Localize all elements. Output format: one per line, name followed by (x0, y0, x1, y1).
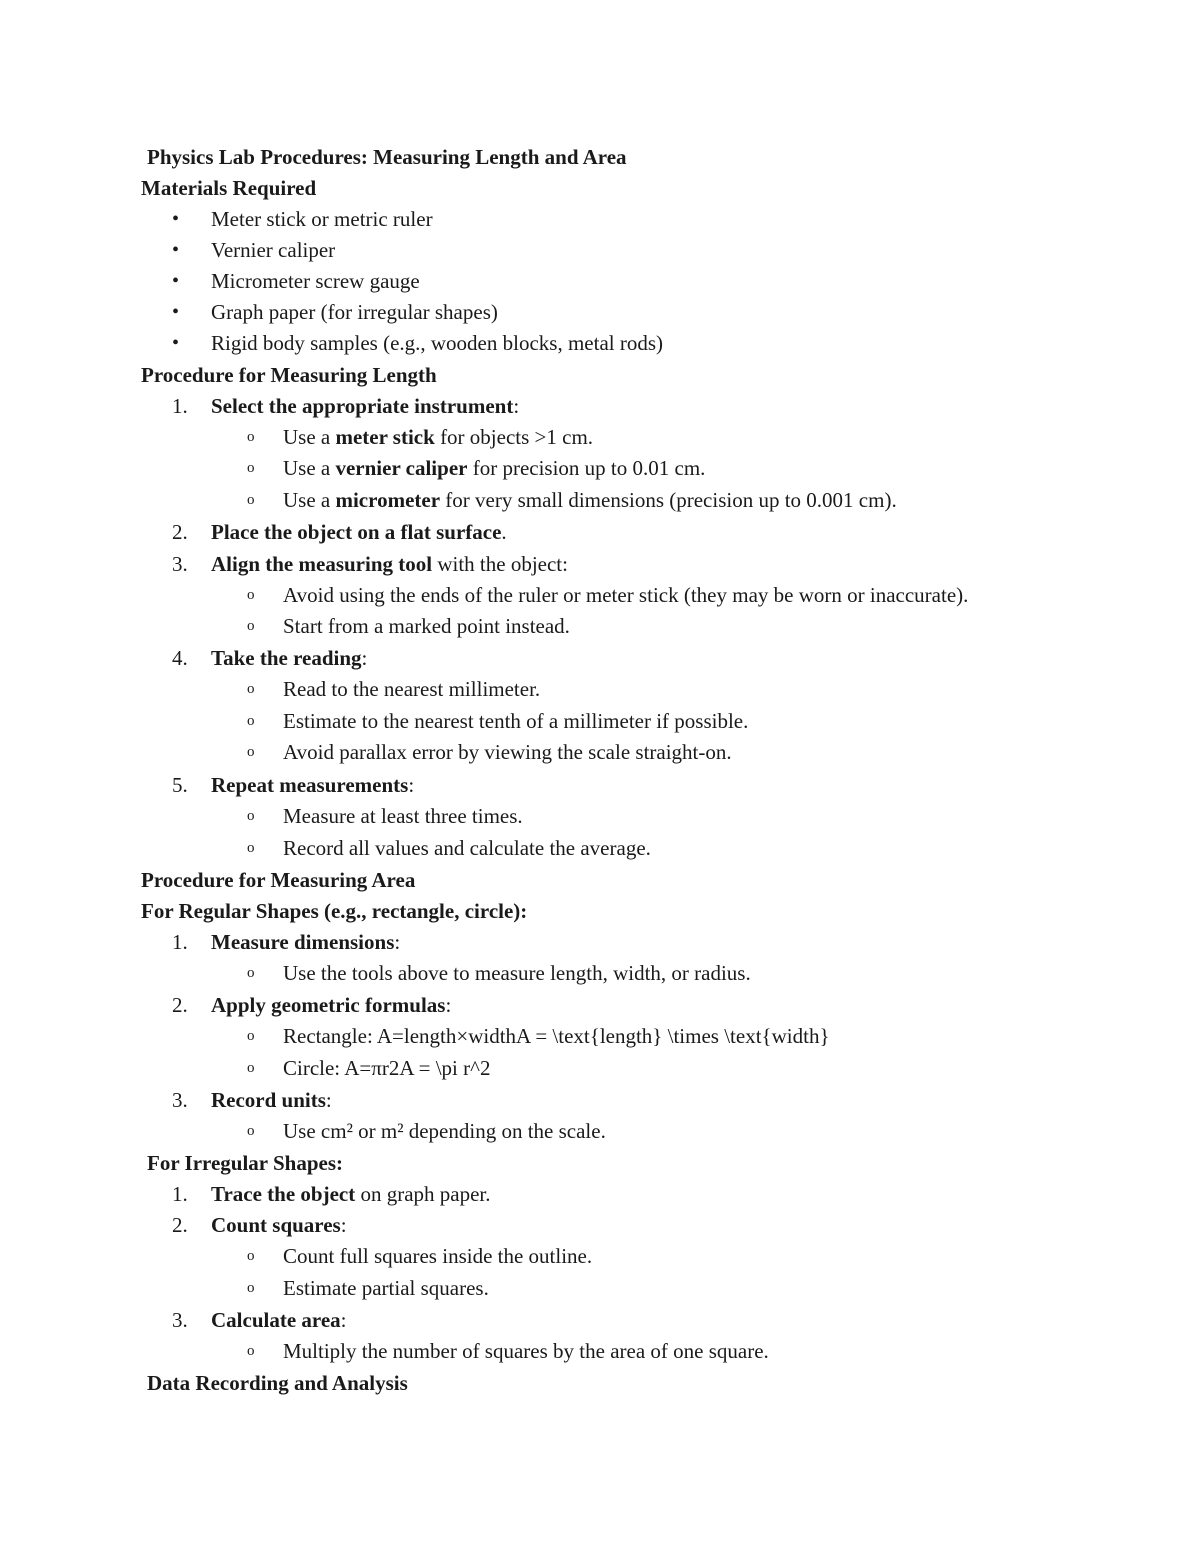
bullet-marker: • (172, 301, 180, 323)
material-item: Graph paper (for irregular shapes) (211, 300, 498, 324)
step-number: 1. (172, 394, 188, 418)
sub-item: Use cm² or m² depending on the scale. (283, 1119, 606, 1143)
area-heading: Procedure for Measuring Area (141, 868, 416, 892)
irregular-step-1: Trace the object on graph paper. (211, 1182, 491, 1206)
sub-marker: o (247, 587, 255, 603)
regular-shapes-heading: For Regular Shapes (e.g., rectangle, circle): (141, 899, 528, 923)
step-bold: Select the appropriate instrument (211, 394, 514, 418)
sub-item: Measure at least three times. (283, 804, 523, 828)
step-number: 2. (172, 993, 188, 1017)
step-number: 3. (172, 552, 188, 576)
sub-item: Estimate to the nearest tenth of a millimeter if possible. (283, 709, 749, 733)
step-number: 2. (172, 1213, 188, 1237)
step-number: 3. (172, 1088, 188, 1112)
data-recording-heading: Data Recording and Analysis (147, 1371, 408, 1395)
length-step-2: Place the object on a flat surface. (211, 520, 507, 544)
sub-item: Read to the nearest millimeter. (283, 677, 541, 701)
step-number: 1. (172, 1182, 188, 1206)
sub-item: Use the tools above to measure length, width, or radius. (283, 961, 751, 985)
regular-step-2: Apply geometric formulas: (211, 993, 452, 1017)
material-item: Micrometer screw gauge (211, 269, 420, 293)
sub-item: Multiply the number of squares by the area of one square. (283, 1339, 769, 1363)
irregular-shapes-heading: For Irregular Shapes: (147, 1151, 344, 1175)
step-number: 3. (172, 1308, 188, 1332)
sub-marker: o (247, 1060, 255, 1076)
sub-marker: o (247, 1343, 255, 1359)
material-item: Meter stick or metric ruler (211, 207, 433, 231)
materials-heading: Materials Required (141, 176, 317, 200)
sub-marker: o (247, 1028, 255, 1044)
sub-item: Use a micrometer for very small dimensions (precision up to 0.001 cm). (283, 488, 897, 512)
sub-marker: o (247, 460, 255, 476)
sub-item: Rectangle: A=length×widthA = \text{length} \times \text{width} (283, 1024, 830, 1048)
step-number: 4. (172, 646, 188, 670)
regular-step-3: Record units: (211, 1088, 332, 1112)
length-step-4: Take the reading: (211, 646, 368, 670)
bullet-marker: • (172, 270, 180, 292)
sub-item: Use a meter stick for objects >1 cm. (283, 425, 594, 449)
sub-item: Avoid using the ends of the ruler or meter stick (they may be worn or inaccurate). (283, 583, 969, 607)
sub-marker: o (247, 1248, 255, 1264)
document-title: Physics Lab Procedures: Measuring Length and Area (147, 145, 627, 169)
step-number: 5. (172, 773, 188, 797)
bullet-marker: • (172, 332, 180, 354)
sub-marker: o (247, 840, 255, 856)
sub-marker: o (247, 808, 255, 824)
material-item: Vernier caliper (211, 238, 336, 262)
sub-marker: o (247, 965, 255, 981)
step-number: 1. (172, 930, 188, 954)
sub-item: Record all values and calculate the average. (283, 836, 651, 860)
sub-marker: o (247, 492, 255, 508)
regular-step-1: Measure dimensions: (211, 930, 401, 954)
sub-item: Use a vernier caliper for precision up to 0.01 cm. (283, 456, 706, 480)
sub-marker: o (247, 681, 255, 697)
sub-marker: o (247, 618, 255, 634)
sub-marker: o (247, 1123, 255, 1139)
length-step-5: Repeat measurements: (211, 773, 415, 797)
sub-item: Estimate partial squares. (283, 1276, 489, 1300)
material-item: Rigid body samples (e.g., wooden blocks, metal rods) (211, 331, 664, 355)
sub-item: Avoid parallax error by viewing the scale straight-on. (283, 740, 732, 764)
sub-marker: o (247, 429, 255, 445)
irregular-step-2: Count squares: (211, 1213, 347, 1237)
step-rest: : (513, 394, 520, 418)
bullet-marker: • (172, 239, 180, 261)
sub-item: Count full squares inside the outline. (283, 1244, 593, 1268)
sub-marker: o (247, 1280, 255, 1296)
length-heading: Procedure for Measuring Length (141, 363, 437, 387)
sub-marker: o (247, 713, 255, 729)
sub-item: Circle: A=πr2A = \pi r^2 (283, 1056, 491, 1080)
bullet-marker: • (172, 208, 180, 230)
sub-marker: o (247, 744, 255, 760)
length-step-3: Align the measuring tool with the object: (211, 552, 568, 576)
length-step-1 (211, 396, 519, 417)
irregular-step-3: Calculate area: (211, 1308, 347, 1332)
sub-item: Start from a marked point instead. (283, 614, 570, 638)
step-number: 2. (172, 520, 188, 544)
